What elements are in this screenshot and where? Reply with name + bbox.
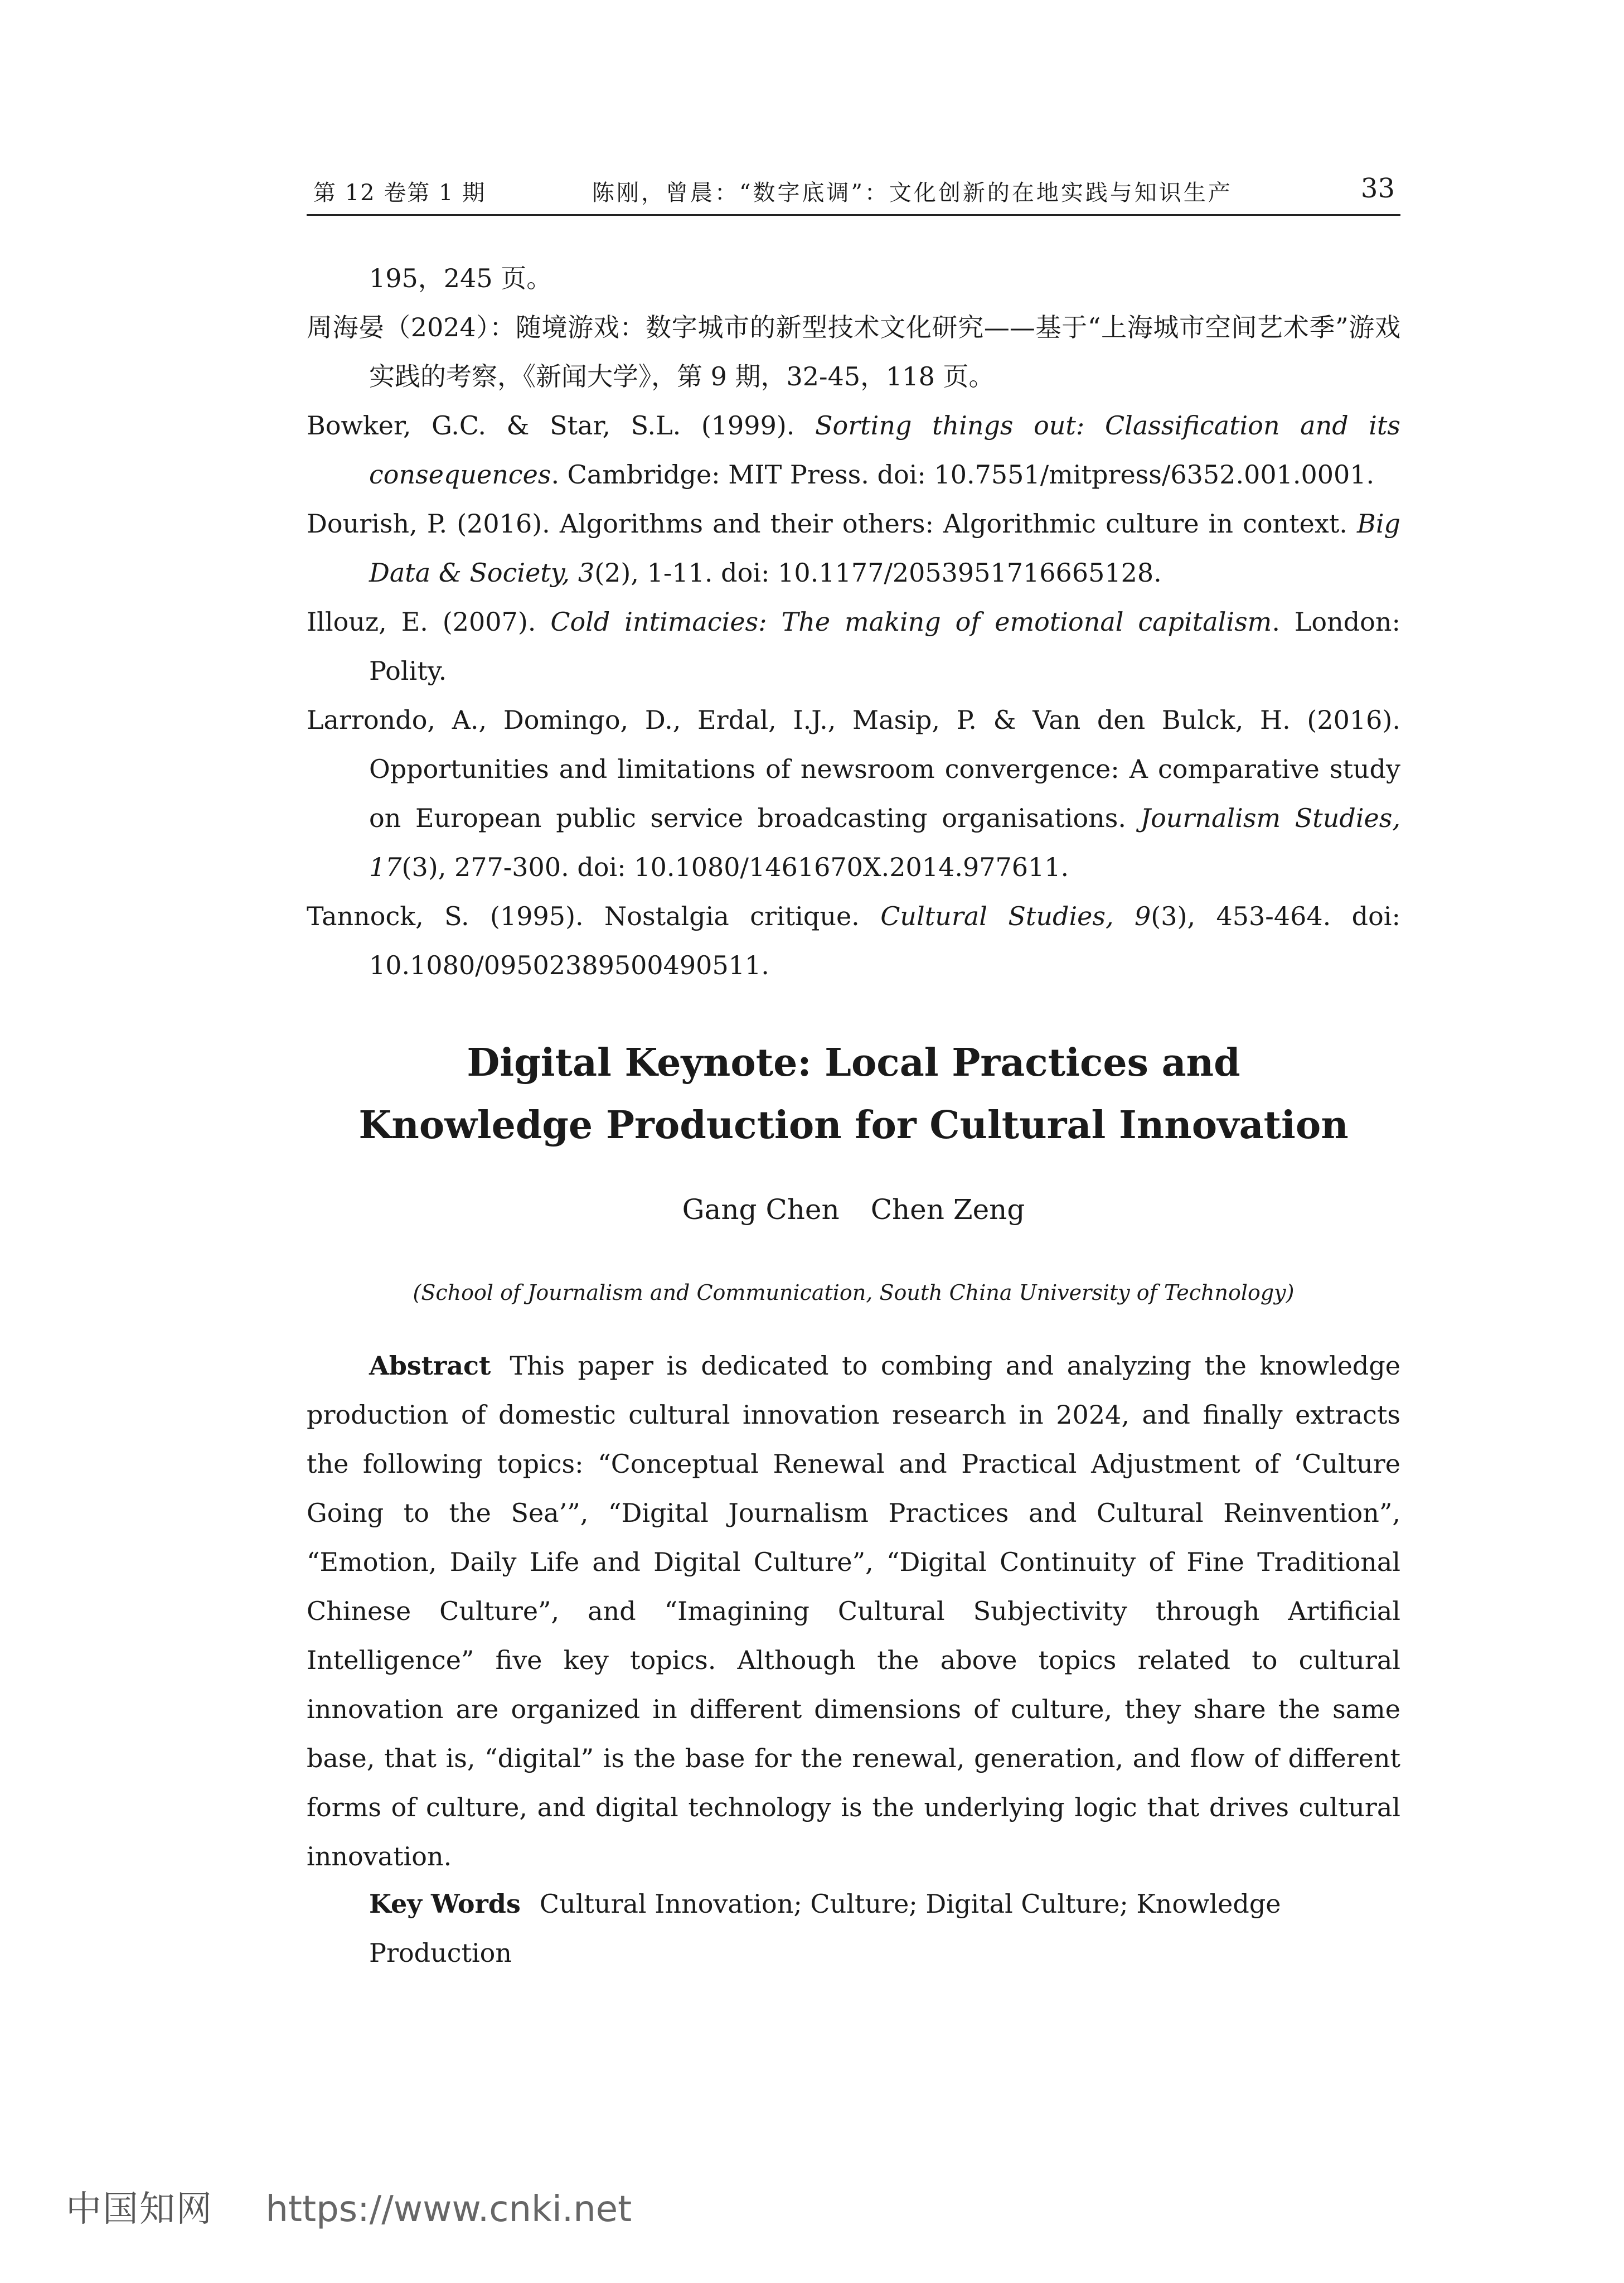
reference-item (307, 695, 1400, 892)
reference-item (307, 892, 1400, 990)
volume-issue: 第 12 卷第 1 期 (313, 180, 486, 206)
reference-title-italic: Journalism Studies, 17 (369, 803, 1400, 882)
reference-text: (3), 277-300. doi: 10.1080/1461670X.2014.977611. (401, 852, 1069, 882)
affiliation: (School of Journalism and Communication, South China University of Technology) (413, 1280, 1295, 1305)
author-name: Chen Zeng (870, 1193, 1025, 1226)
reference-title-italic: Cold intimacies: The making of emotional capitalism (550, 607, 1272, 637)
keywords (369, 1879, 1400, 1977)
author-list (307, 1193, 1400, 1226)
cnki-watermark (66, 2180, 632, 2232)
reference-text: (2), 1-11. doi: 10.1177/2053951716665128. (594, 558, 1162, 588)
reference-item: 周海晏（2024）：随境游戏：数字城市的新型技术文化研究——基于“上海城市空间艺术季”游戏实践的考察，《新闻大学》，第 9 期，32-45，118 页。 (307, 312, 1400, 391)
reference-text: Bowker, G.C. & Star, S.L. (1999). (307, 410, 815, 441)
reference-text: Illouz, E. (2007). (307, 607, 551, 637)
running-header (307, 167, 1400, 216)
page-number: 33 (1360, 173, 1395, 204)
reference-text: . Cambridge: MIT Press. doi: 10.7551/mitpress/6352.001.0001. (551, 459, 1375, 490)
abstract-label: Abstract (369, 1351, 491, 1381)
reference-item (307, 401, 1400, 499)
reference-text: . London: Polity. (369, 607, 1400, 686)
reference-title-italic: Sorting things out: Classification and its consequences (369, 410, 1401, 490)
reference-text: Larrondo, A., Domingo, D., Erdal, I.J., Masip, P. & Van den Bulck, H. (2016). Opportunities and limitations of newsroom convergence: A comparative study on European public service broadcasting organisations. (307, 705, 1400, 833)
reference-item (307, 597, 1400, 695)
reference-title-italic: Cultural Studies, 9 (880, 901, 1151, 931)
reference-title-italic: Big Data & Society, 3 (369, 509, 1400, 588)
running-title: 陈刚，曾晨：“数字底调”：文化创新的在地实践与知识生产 (592, 180, 1233, 206)
reference-text: Tannock, S. (1995). Nostalgia critique. (307, 901, 881, 931)
reference-list (307, 254, 1400, 990)
abstract-text: This paper is dedicated to combing and analyzing the knowledge production of domestic cultural innovation research in 2024, and finally extracts the following topics: “Conceptual Renewal and Practical Adjustment of ‘Culture Going to the Sea’”, “Digital Journalism Practices and Cultural Reinvention”, “Emotion, Daily Life and Digital Culture”, “Digital Continuity of Fine Traditional Chinese Culture”, and “Imagining Cultural Subjectivity through Artificial Intelligence” five key topics. Although the above topics related to cultural innovation are organized in different dimensions of culture, they share the same base, that is, “digital” is the base for the renewal, generation, and flow of different forms of culture, and digital technology is the underlying logic that drives cultural innovation. (307, 1351, 1400, 1871)
reference-continuation: 195，245 页。 (369, 263, 552, 293)
keywords-text: Cultural Innovation; Culture; Digital Culture; Knowledge Production (369, 1889, 1281, 1968)
title-line: Knowledge Production for Cultural Innovation (358, 1103, 1349, 1148)
keywords-label: Key Words (369, 1889, 521, 1919)
abstract (307, 1341, 1400, 1881)
author-name: Gang Chen (682, 1193, 840, 1226)
reference-item (307, 499, 1400, 597)
reference-text: (3), 453-464. doi: 10.1080/09502389500490511. (369, 901, 1401, 980)
watermark-url: https://www.cnki.net (265, 2189, 632, 2230)
title-line: Digital Keynote: Local Practices and (467, 1041, 1240, 1085)
reference-text: Dourish, P. (2016). Algorithms and their others: Algorithmic culture in context. (307, 509, 1358, 539)
english-title (307, 1032, 1400, 1157)
watermark-cn: 中国知网 (66, 2189, 213, 2230)
